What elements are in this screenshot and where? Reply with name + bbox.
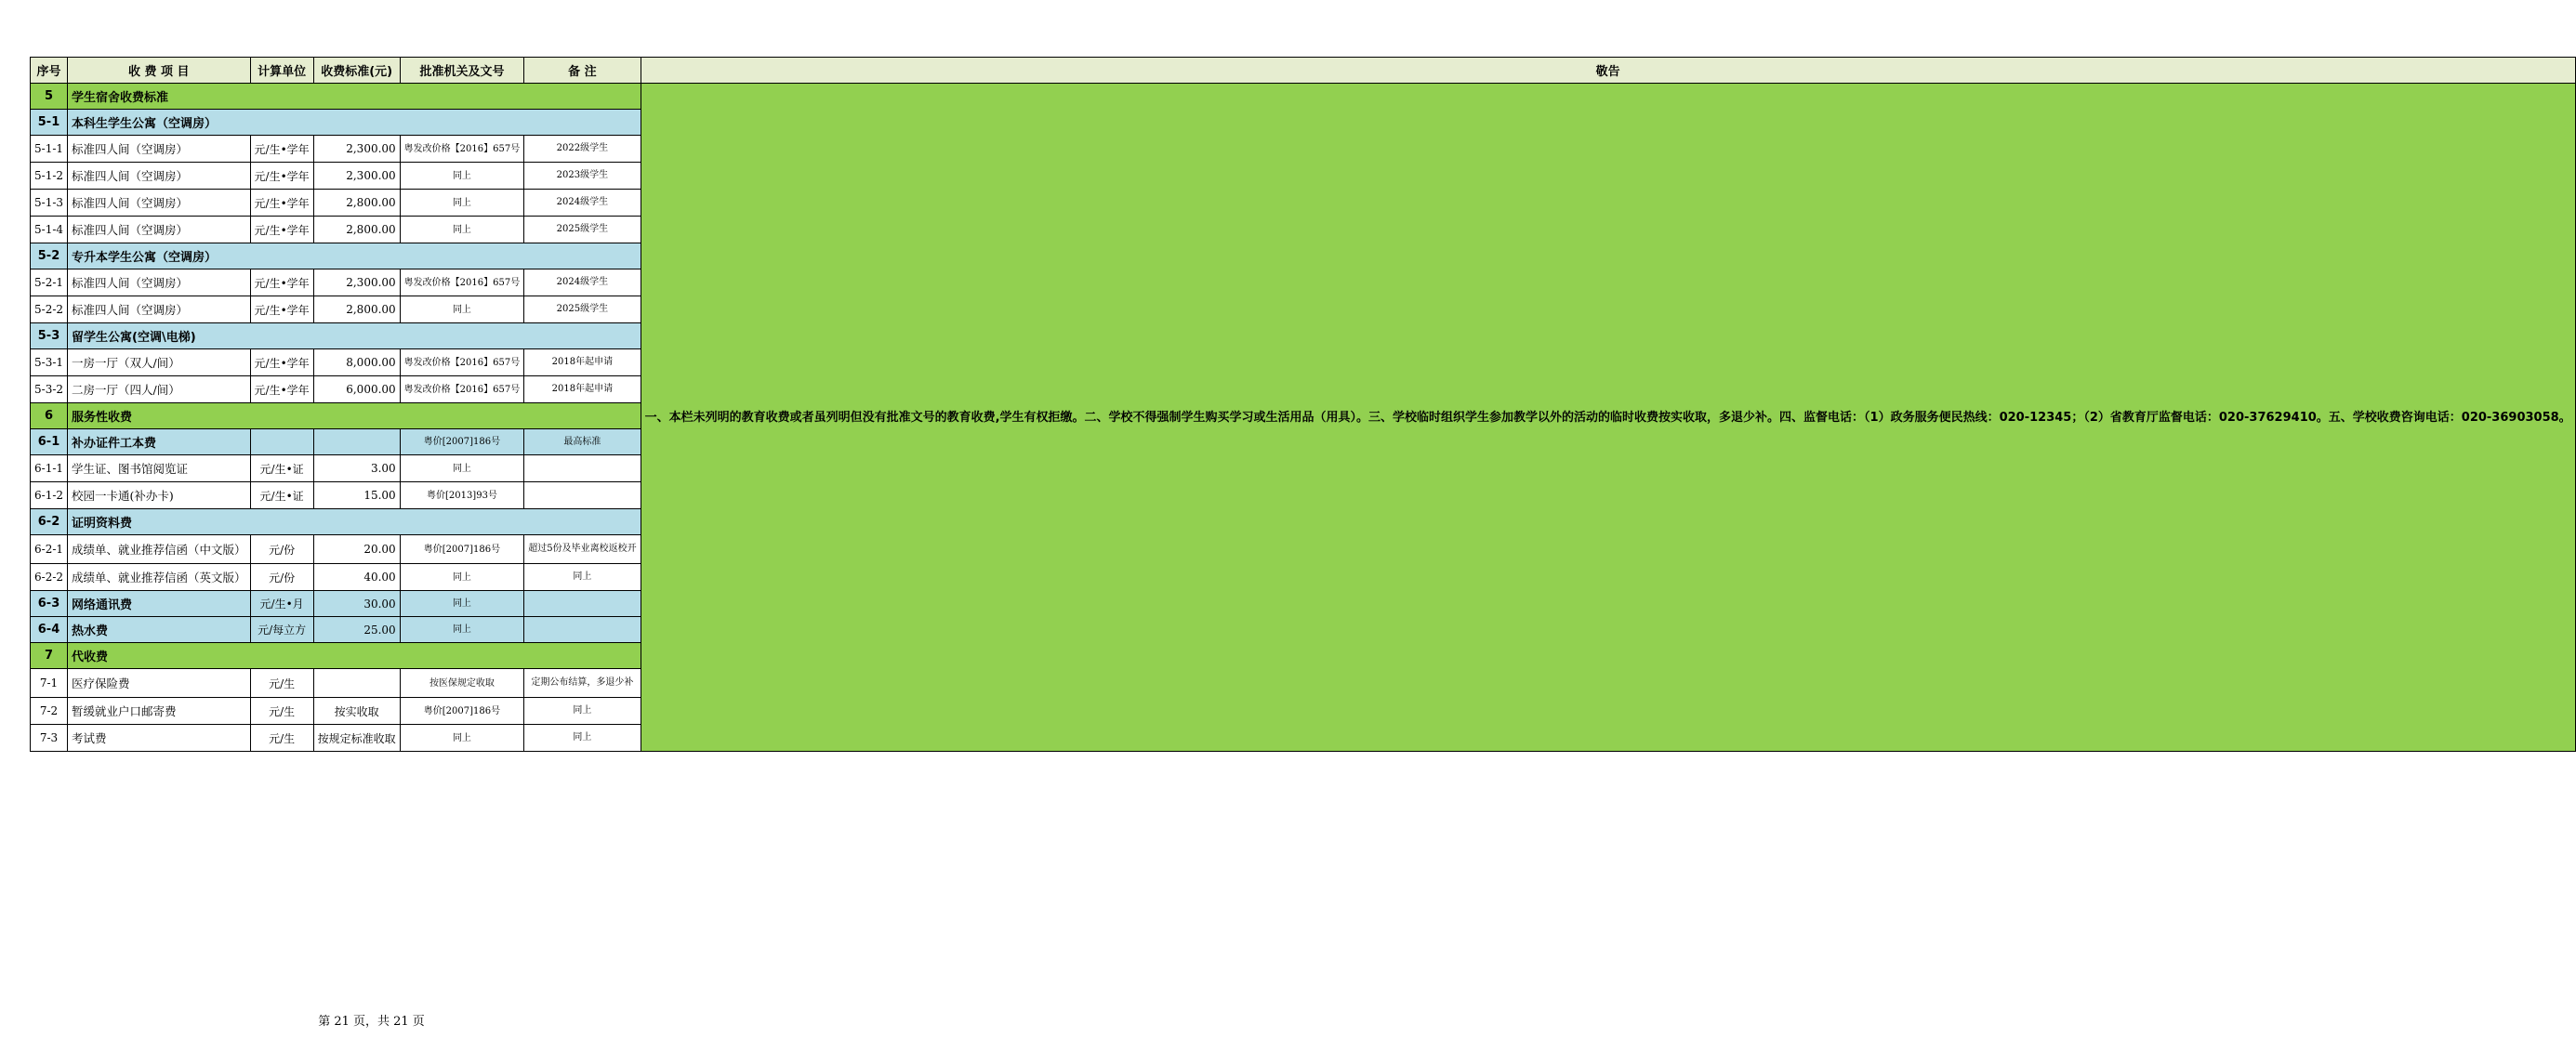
header-approval: 批准机关及文号 [400, 58, 524, 84]
item-name: 学生证、图书馆阅览证 [68, 455, 251, 482]
item-unit: 元/生•学年 [250, 296, 313, 323]
row-title: 服务性收费 [68, 403, 641, 429]
row-number: 6-4 [31, 617, 68, 643]
item-approval: 同上 [400, 617, 524, 643]
item-note [524, 455, 641, 482]
item-name: 标准四人间（空调房） [68, 217, 251, 243]
item-standard: 15.00 [313, 482, 400, 509]
item-approval: 粤发改价格【2016】657号 [400, 136, 524, 163]
item-approval: 同上 [400, 163, 524, 190]
header-item: 收 费 项 目 [68, 58, 251, 84]
item-standard: 8,000.00 [313, 349, 400, 376]
item-approval: 粤价[2007]186号 [400, 429, 524, 455]
item-note: 2018年起申请 [524, 376, 641, 403]
item-standard: 2,800.00 [313, 217, 400, 243]
row-number: 5-1 [31, 110, 68, 136]
item-standard: 3.00 [313, 455, 400, 482]
item-note: 同上 [524, 564, 641, 591]
item-name: 一房一厅（双人/间） [68, 349, 251, 376]
fee-table [30, 57, 2576, 752]
item-note: 2025级学生 [524, 296, 641, 323]
item-unit: 元/生•学年 [250, 349, 313, 376]
item-approval: 粤发改价格【2016】657号 [400, 269, 524, 296]
item-standard: 按规定标准收取 [313, 725, 400, 752]
item-approval: 同上 [400, 591, 524, 617]
item-approval: 粤价[2007]186号 [400, 698, 524, 725]
item-unit: 元/生•学年 [250, 190, 313, 217]
item-approval: 粤发改价格【2016】657号 [400, 376, 524, 403]
item-name: 医疗保险费 [68, 669, 251, 698]
row-number: 7-3 [31, 725, 68, 752]
item-standard: 2,800.00 [313, 296, 400, 323]
row-number: 5-3 [31, 323, 68, 349]
item-note: 最高标准 [524, 429, 641, 455]
item-standard: 按实收取 [313, 698, 400, 725]
row-title: 留学生公寓(空调\电梯) [68, 323, 641, 349]
item-note [524, 482, 641, 509]
row-number: 5-2 [31, 243, 68, 269]
item-note: 2023级学生 [524, 163, 641, 190]
item-approval: 粤发改价格【2016】657号 [400, 349, 524, 376]
item-unit: 元/生•学年 [250, 269, 313, 296]
item-note: 定期公布结算，多退少补 [524, 669, 641, 698]
item-note: 2018年起申请 [524, 349, 641, 376]
item-name: 考试费 [68, 725, 251, 752]
row-number: 5-3-2 [31, 376, 68, 403]
item-name: 标准四人间（空调房） [68, 190, 251, 217]
item-approval: 粤价[2007]186号 [400, 535, 524, 564]
item-note: 2024级学生 [524, 190, 641, 217]
item-unit: 元/生•证 [250, 482, 313, 509]
row-number: 5-1-3 [31, 190, 68, 217]
row-number: 5-1-2 [31, 163, 68, 190]
row-number: 5-2-2 [31, 296, 68, 323]
item-note: 超过5份及毕业离校返校开 [524, 535, 641, 564]
item-name: 补办证件工本费 [68, 429, 251, 455]
item-unit: 元/生•学年 [250, 136, 313, 163]
section-row [31, 84, 2576, 110]
row-number: 6-2 [31, 509, 68, 535]
row-number: 7 [31, 643, 68, 669]
row-number: 6-1-2 [31, 482, 68, 509]
item-name: 标准四人间（空调房） [68, 296, 251, 323]
item-unit: 元/生 [250, 698, 313, 725]
row-number: 5-1-1 [31, 136, 68, 163]
header-unit: 计算单位 [250, 58, 313, 84]
item-standard: 25.00 [313, 617, 400, 643]
item-name: 标准四人间（空调房） [68, 269, 251, 296]
item-name: 成绩单、就业推荐信函（英文版） [68, 564, 251, 591]
item-name: 二房一厅（四人/间） [68, 376, 251, 403]
item-approval: 同上 [400, 455, 524, 482]
item-standard: 40.00 [313, 564, 400, 591]
item-standard: 2,800.00 [313, 190, 400, 217]
item-note [524, 617, 641, 643]
item-unit: 元/生•学年 [250, 376, 313, 403]
notice-cell: 一、本栏未列明的教育收费或者虽列明但没有批准文号的教育收费,学生有权拒缴。二、学校不得强制学生购买学习或生活用品（用具）。三、学校临时组织学生参加教学以外的活动的临时收费按实收取，多退少补。四、监督电话：（1）政务服务便民热线：020-12345；（2）省教育厅监督电话：020-37629410。五、学校收费咨询电话：020-36903058。 [641, 84, 2575, 752]
item-unit: 元/份 [250, 564, 313, 591]
row-number: 6-2-1 [31, 535, 68, 564]
item-approval: 同上 [400, 190, 524, 217]
item-standard: 20.00 [313, 535, 400, 564]
row-number: 6-1-1 [31, 455, 68, 482]
row-number: 7-2 [31, 698, 68, 725]
item-standard: 2,300.00 [313, 163, 400, 190]
page-footer: 第 21 页，共 21 页 [318, 1015, 425, 1029]
row-number: 5-3-1 [31, 349, 68, 376]
item-name: 暂缓就业户口邮寄费 [68, 698, 251, 725]
row-number: 6-3 [31, 591, 68, 617]
item-name: 校园一卡通(补办卡) [68, 482, 251, 509]
header-notice: 敬告 [641, 58, 2575, 84]
item-standard: 30.00 [313, 591, 400, 617]
row-number: 7-1 [31, 669, 68, 698]
item-approval: 按医保规定收取 [400, 669, 524, 698]
item-unit: 元/生•证 [250, 455, 313, 482]
item-approval: 同上 [400, 217, 524, 243]
item-unit: 元/生 [250, 725, 313, 752]
item-name: 网络通讯费 [68, 591, 251, 617]
item-unit: 元/生•学年 [250, 217, 313, 243]
item-approval: 同上 [400, 564, 524, 591]
item-note: 2022级学生 [524, 136, 641, 163]
item-name: 标准四人间（空调房） [68, 136, 251, 163]
item-name: 标准四人间（空调房） [68, 163, 251, 190]
item-standard: 2,300.00 [313, 136, 400, 163]
item-unit: 元/生•学年 [250, 163, 313, 190]
row-title: 证明资料费 [68, 509, 641, 535]
item-unit: 元/每立方 [250, 617, 313, 643]
row-number: 5-1-4 [31, 217, 68, 243]
item-approval: 同上 [400, 296, 524, 323]
header-no: 序号 [31, 58, 68, 84]
row-title: 代收费 [68, 643, 641, 669]
item-standard: 2,300.00 [313, 269, 400, 296]
row-title: 学生宿舍收费标准 [68, 84, 641, 110]
item-approval: 粤价[2013]93号 [400, 482, 524, 509]
item-unit: 元/份 [250, 535, 313, 564]
item-name: 热水费 [68, 617, 251, 643]
item-note: 2024级学生 [524, 269, 641, 296]
item-name: 成绩单、就业推荐信函（中文版） [68, 535, 251, 564]
row-number: 5-2-1 [31, 269, 68, 296]
table-body [31, 84, 2576, 752]
item-unit: 元/生 [250, 669, 313, 698]
item-standard [313, 429, 400, 455]
item-unit [250, 429, 313, 455]
row-number: 6-2-2 [31, 564, 68, 591]
row-title: 本科生学生公寓（空调房） [68, 110, 641, 136]
item-note: 同上 [524, 698, 641, 725]
item-standard: 6,000.00 [313, 376, 400, 403]
header-row [31, 58, 2576, 84]
item-note: 2025级学生 [524, 217, 641, 243]
row-number: 6-1 [31, 429, 68, 455]
item-note: 同上 [524, 725, 641, 752]
item-note [524, 591, 641, 617]
item-approval: 同上 [400, 725, 524, 752]
header-note: 备 注 [524, 58, 641, 84]
row-title: 专升本学生公寓（空调房） [68, 243, 641, 269]
row-number: 6 [31, 403, 68, 429]
row-number: 5 [31, 84, 68, 110]
item-standard [313, 669, 400, 698]
header-standard: 收费标准(元) [313, 58, 400, 84]
item-unit: 元/生•月 [250, 591, 313, 617]
